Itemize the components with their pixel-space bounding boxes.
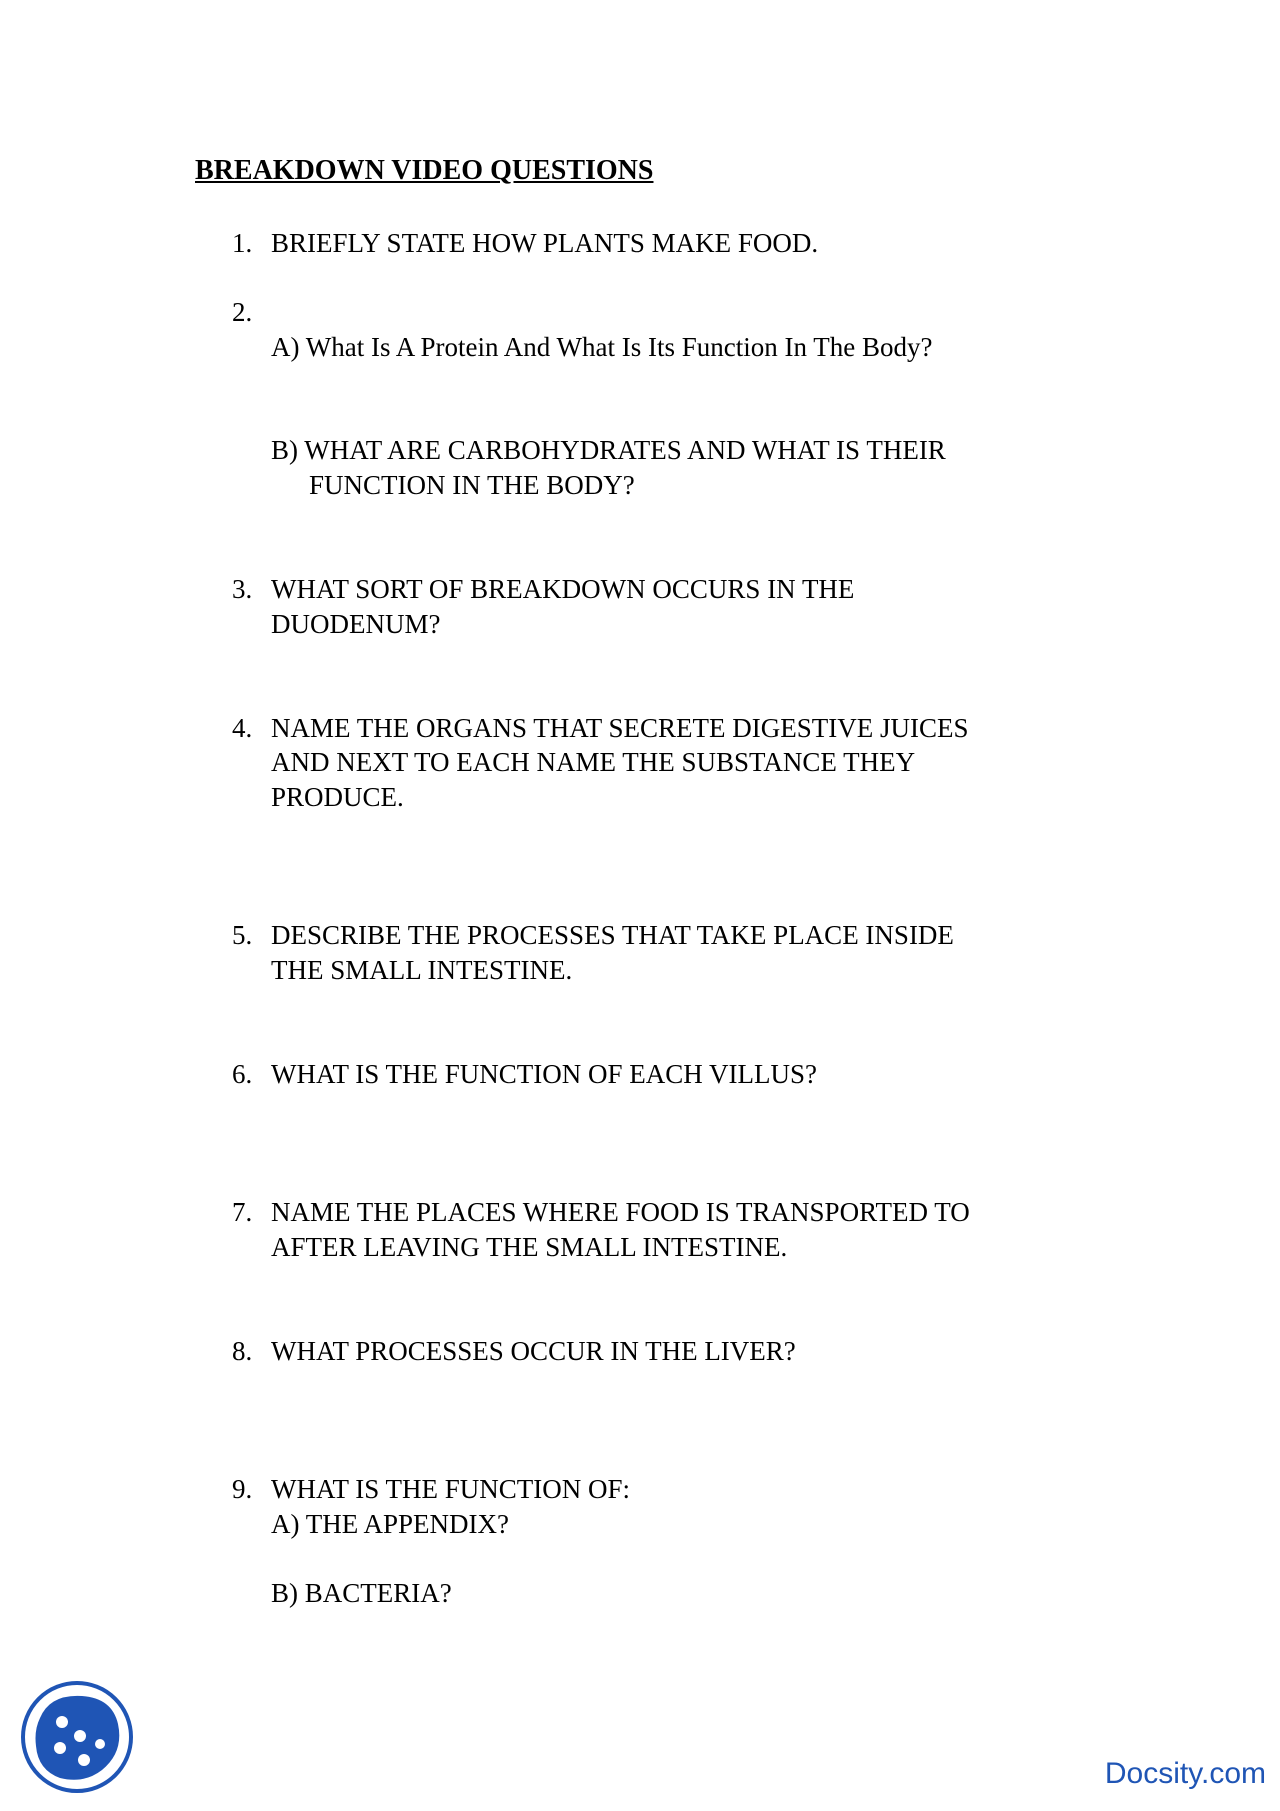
question-2b-text-line-1: B) WHAT ARE CARBOHYDRATES AND WHAT IS THEIR [271,435,946,465]
question-4-number: 4. [232,713,253,743]
question-1-text: BRIEFLY STATE HOW PLANTS MAKE FOOD. [271,228,819,258]
question-4-text-line-3: PRODUCE. [271,782,404,812]
question-6-text: WHAT IS THE FUNCTION OF EACH VILLUS? [271,1059,817,1089]
question-9-text-line-1: WHAT IS THE FUNCTION OF: [271,1474,631,1504]
question-1-number: 1. [232,228,253,258]
question-5-number: 5. [232,920,253,950]
question-5-text-line-1: DESCRIBE THE PROCESSES THAT TAKE PLACE INSIDE [271,920,954,950]
document-title: BREAKDOWN VIDEO QUESTIONS [195,155,654,186]
question-2-number: 2. [232,297,253,327]
question-9-number: 9. [232,1474,253,1504]
question-7-text-line-2: AFTER LEAVING THE SMALL INTESTINE. [271,1232,788,1262]
question-2a-text: A) What Is A Protein And What Is Its Function In The Body? [271,332,933,362]
docsity-watermark[interactable]: Docsity.com [1104,1757,1266,1790]
question-2b-text-line-2: FUNCTION IN THE BODY? [309,470,635,500]
question-6-number: 6. [232,1059,253,1089]
question-8-number: 8. [232,1336,253,1366]
question-7-text-line-1: NAME THE PLACES WHERE FOOD IS TRANSPORTED TO [271,1197,970,1227]
docsity-logo-icon [20,1680,135,1795]
question-9b-text: B) BACTERIA? [271,1578,452,1608]
question-9a-text: A) THE APPENDIX? [271,1509,509,1539]
question-7-number: 7. [232,1197,253,1227]
question-3-number: 3. [232,574,253,604]
question-8-text: WHAT PROCESSES OCCUR IN THE LIVER? [271,1336,796,1366]
question-3-text-line-1: WHAT SORT OF BREAKDOWN OCCURS IN THE [271,574,855,604]
question-4-text-line-2: AND NEXT TO EACH NAME THE SUBSTANCE THEY [271,747,916,777]
question-4-text-line-1: NAME THE ORGANS THAT SECRETE DIGESTIVE JUICES [271,713,969,743]
question-5-text-line-2: THE SMALL INTESTINE. [271,955,573,985]
question-3-text-line-2: DUODENUM? [271,609,441,639]
